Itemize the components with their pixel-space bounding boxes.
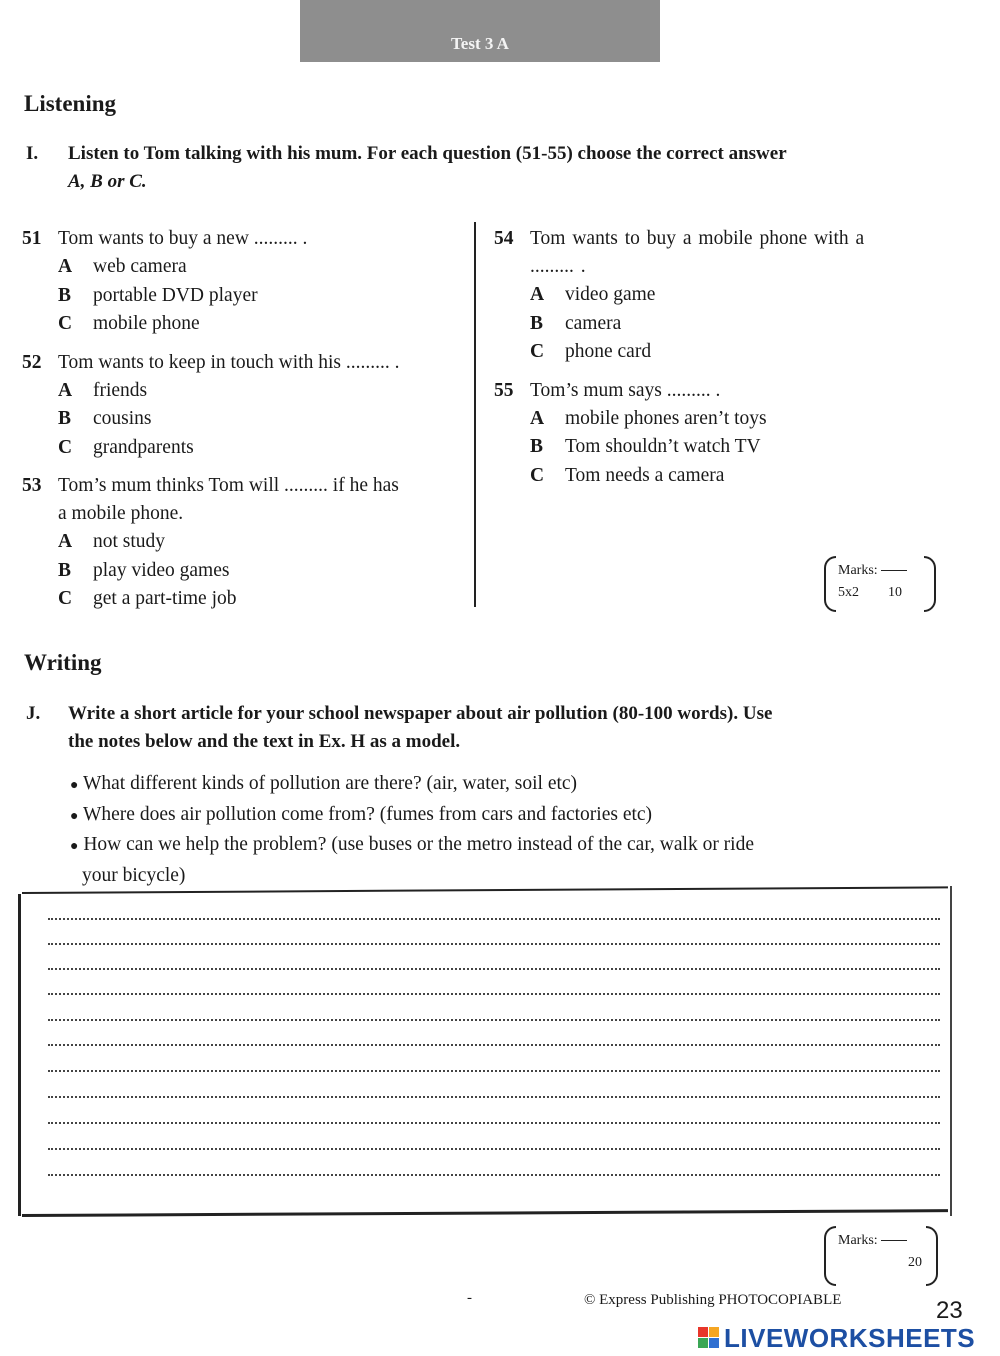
option-55-c[interactable]: C Tom needs a camera [530, 464, 725, 486]
answer-line[interactable] [48, 1148, 940, 1150]
test-label: Test 3 A [451, 34, 509, 53]
copyright: © Express Publishing PHOTOCOPIABLE [584, 1292, 842, 1308]
option-51-c[interactable]: C mobile phone [58, 313, 200, 334]
option-54-c[interactable]: C phone card [530, 341, 652, 362]
question-51: 51 Tom wants to buy a new ......... . [22, 228, 308, 249]
right-column [494, 225, 944, 490]
answer-line[interactable] [48, 968, 940, 970]
question-55: 55 Tom’s mum says ......... . [494, 379, 721, 401]
answer-line[interactable] [48, 918, 940, 920]
liveworksheets-wordmark: LIVEWORKSHEETS [724, 1323, 976, 1353]
option-51-b[interactable]: B portable DVD player [58, 284, 258, 306]
test-banner [300, 0, 660, 62]
question-text: Tom wants to buy a mobile phone with a [530, 228, 865, 249]
question-53: 53 Tom’s mum thinks Tom will ......... if he has a mobile phone. [22, 475, 399, 524]
answer-line[interactable] [48, 1070, 940, 1072]
instruction-number: I. [26, 143, 39, 164]
left-column [22, 225, 462, 614]
answer-line[interactable] [48, 1122, 940, 1124]
instruction-line2: the notes below and the text in Ex. H as a model. [68, 731, 461, 752]
marks-total: 10 [888, 585, 902, 600]
answer-line[interactable] [48, 943, 940, 945]
answer-line[interactable] [48, 993, 940, 995]
page-number: 23 [936, 1297, 963, 1324]
note-bullet-1: ● What different kinds of pollution are there? (air, water, soil etc) [70, 773, 578, 794]
writing-notes [70, 770, 950, 890]
writing-title: Writing [24, 650, 102, 675]
option-54-a[interactable]: A video game [530, 284, 656, 305]
liveworksheets-logo [698, 1323, 988, 1355]
instruction-line1: Listen to Tom talking with his mum. For each question (51-55) choose the correct answer [68, 143, 787, 164]
option-53-a[interactable]: A not study [58, 531, 166, 552]
answer-line[interactable] [48, 1174, 940, 1176]
question-text: Tom wants to buy a new ......... . [58, 228, 308, 249]
writing-answer-box[interactable] [14, 886, 954, 1222]
marks-formula: 5x2 [838, 585, 859, 600]
option-51-a[interactable]: A web camera [58, 256, 187, 277]
option-55-b[interactable]: B Tom shouldn’t watch TV [530, 436, 761, 457]
question-54: 54 Tom wants to buy a mobile phone with a ......... . [494, 228, 865, 277]
column-divider [474, 222, 476, 607]
note-bullet-3: ● How can we help the problem? (use buses or the metro instead of the car, walk or ride [70, 834, 754, 855]
marks-label: Marks: [838, 563, 878, 578]
question-text: Tom’s mum says ......... . [530, 379, 721, 401]
option-54-b[interactable]: B camera [530, 312, 622, 334]
footer-dash: - [467, 1290, 472, 1306]
option-55-a[interactable]: A mobile phones aren’t toys [530, 407, 767, 429]
writing-marks [824, 1226, 938, 1286]
writing-instruction [26, 700, 956, 756]
note-bullet-2: ● Where does air pollution come from? (fumes from cars and factories etc) [70, 803, 653, 825]
option-52-a[interactable]: A friends [58, 379, 148, 401]
listening-instruction [26, 140, 946, 196]
answer-line[interactable] [48, 1096, 940, 1098]
instruction-number: J. [26, 703, 41, 724]
marks-total: 20 [908, 1255, 922, 1270]
listening-title: Listening [24, 91, 117, 116]
option-52-c[interactable]: C grandparents [58, 436, 194, 458]
option-53-c[interactable]: C get a part-time job [58, 588, 237, 609]
liveworksheets-icon [698, 1327, 720, 1351]
answer-line[interactable] [48, 1044, 940, 1046]
question-text: Tom wants to keep in touch with his ......... . [58, 351, 400, 373]
marks-label: Marks: [838, 1233, 878, 1248]
instruction-line1: Write a short article for your school newspaper about air pollution (80-100 words). Use [68, 703, 773, 724]
option-53-b[interactable]: B play video games [58, 559, 230, 581]
option-52-b[interactable]: B cousins [58, 408, 152, 429]
note-bullet-3-continuation: your bicycle) [82, 864, 186, 886]
listening-marks [824, 556, 936, 612]
question-text: Tom’s mum thinks Tom will ......... if he has [58, 475, 399, 496]
instruction-line2: A, B or C. [68, 171, 147, 192]
answer-line[interactable] [48, 1019, 940, 1021]
question-52: 52 Tom wants to keep in touch with his ......... . [22, 351, 400, 373]
